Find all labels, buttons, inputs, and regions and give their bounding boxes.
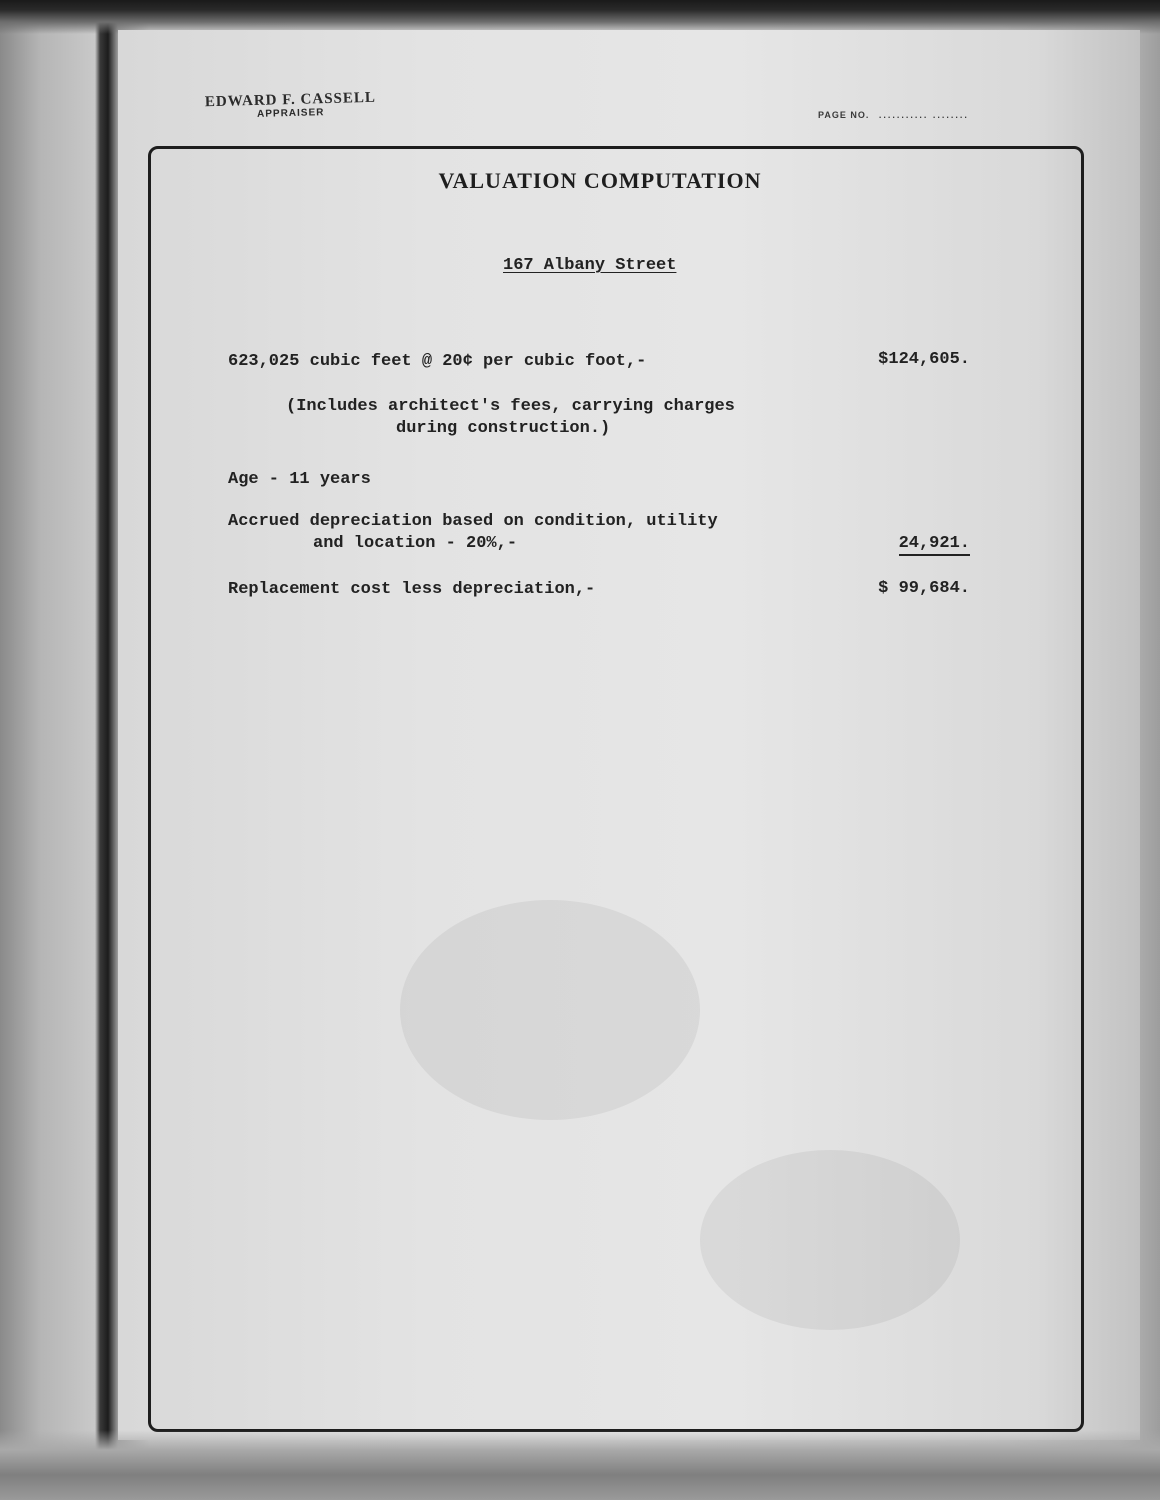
appraiser-name: EDWARD F. CASSELL <box>204 89 377 111</box>
document-heading: VALUATION COMPUTATION <box>438 168 762 193</box>
scan-bottom-edge <box>0 1430 1160 1500</box>
page-number-blank: ........... ........ <box>878 110 969 120</box>
replacement-cost-amount: $ 99,684. <box>878 579 970 598</box>
paper-stain <box>400 900 700 1120</box>
depreciation-amount-value: 24,921. <box>899 534 970 556</box>
scan-top-edge <box>0 0 1160 34</box>
includes-note-line-2: during construction.) <box>396 419 611 438</box>
page-number-label: PAGE NO. <box>818 110 870 120</box>
depreciation-line-2: and location - 20%,- <box>313 534 518 553</box>
age-line: Age - 11 years <box>228 470 371 489</box>
page-number-field <box>818 110 969 120</box>
depreciation-line-1: Accrued depreciation based on condition, utility <box>228 512 718 531</box>
property-address: 167 Albany Street <box>503 256 677 275</box>
depreciation-amount <box>860 534 970 553</box>
appraiser-title: APPRAISER <box>256 107 325 120</box>
cubic-feet-line: 623,025 cubic feet @ 20¢ per cubic foot,- <box>228 352 647 371</box>
includes-note-line-1: (Includes architect's fees, carrying charges <box>286 397 735 416</box>
paper-stain <box>700 1150 960 1330</box>
letterhead <box>205 90 377 121</box>
cubic-feet-amount: $124,605. <box>878 350 970 369</box>
replacement-cost-line: Replacement cost less depreciation,- <box>228 580 596 599</box>
